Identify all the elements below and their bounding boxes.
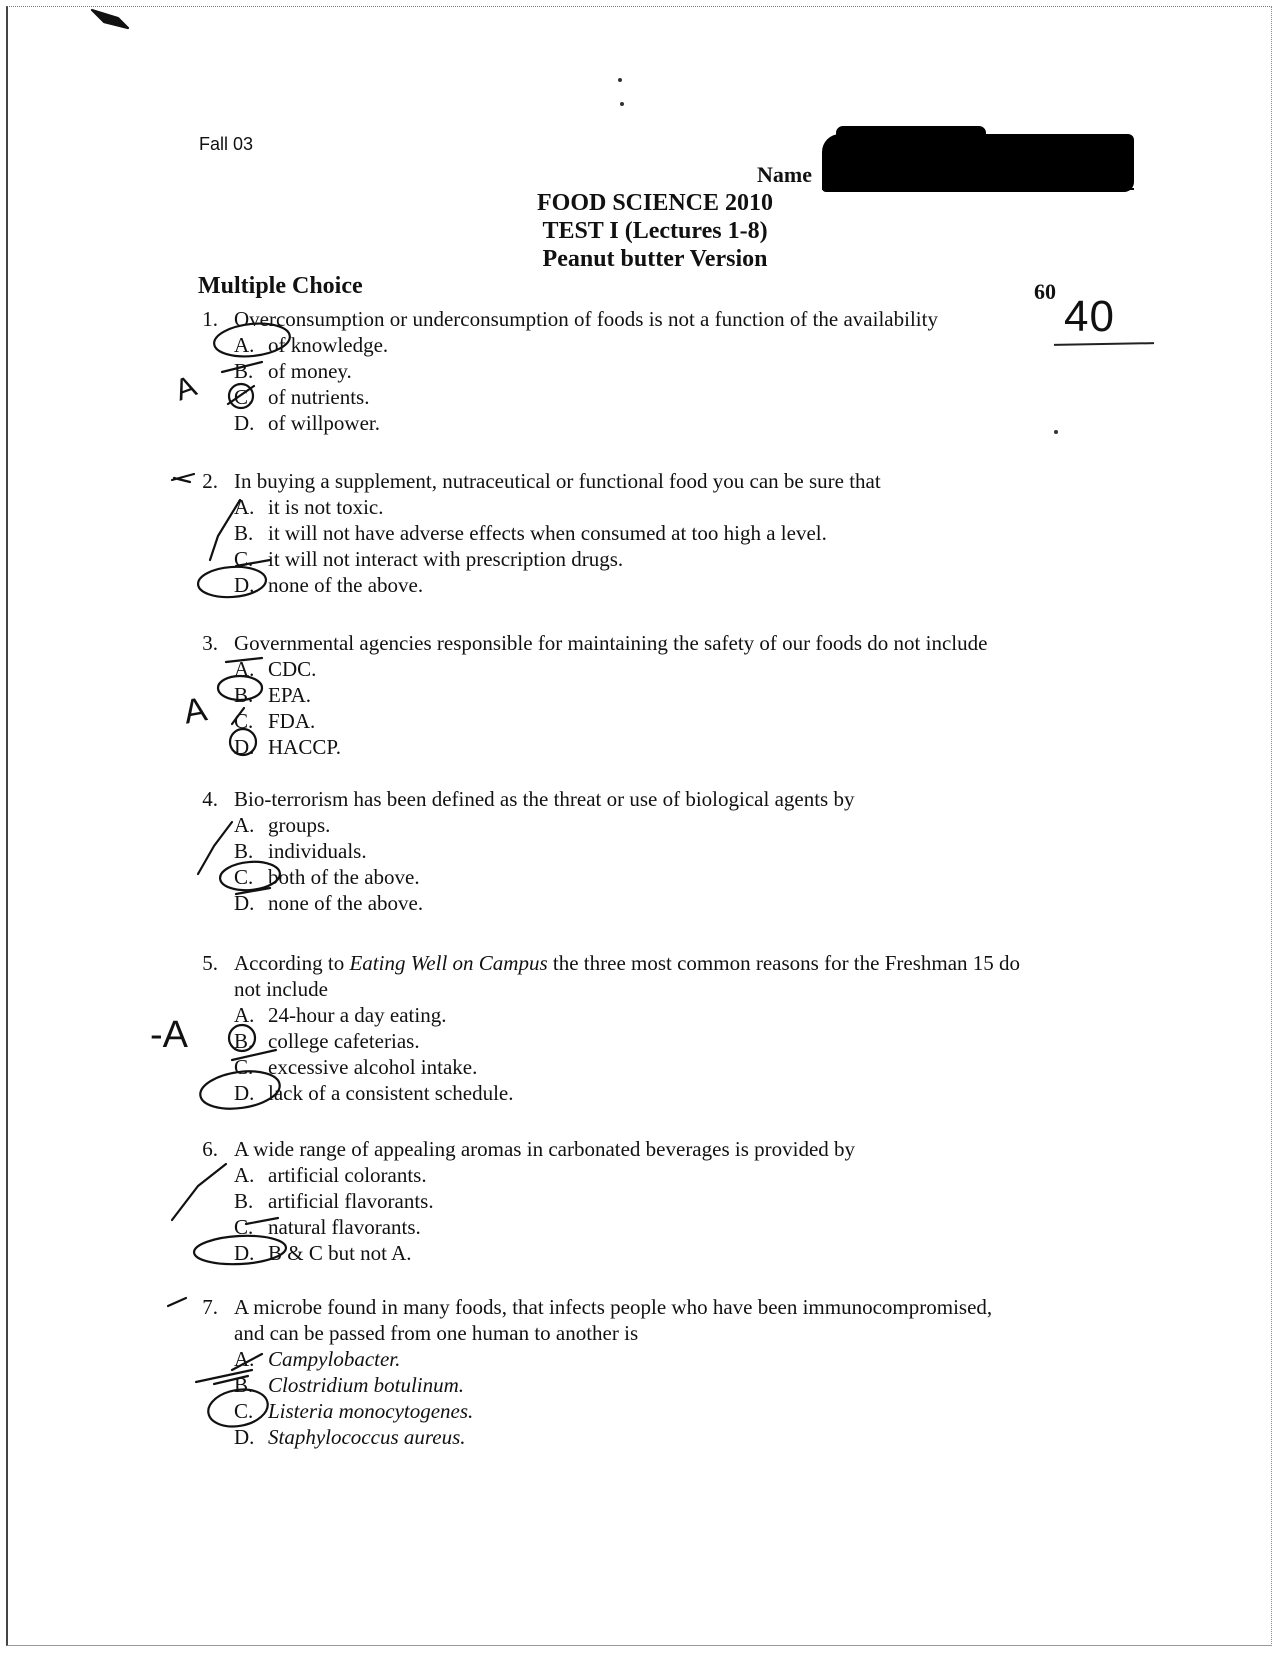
option-text: FDA. bbox=[268, 709, 316, 733]
semester-label: Fall 03 bbox=[199, 134, 254, 154]
option-letter: B. bbox=[234, 521, 254, 545]
option-text: B & C but not A. bbox=[268, 1241, 412, 1265]
slash-mark-q4 bbox=[198, 822, 232, 874]
option-letter: B. bbox=[234, 839, 254, 863]
option-letter: C. bbox=[234, 1399, 254, 1423]
answer-circle-q3-d bbox=[230, 729, 256, 755]
tick-mark-q7 bbox=[168, 1298, 186, 1306]
strike-mark-q6 bbox=[246, 1218, 278, 1224]
option-text: of nutrients. bbox=[268, 385, 370, 409]
strike-mark-q7-b bbox=[196, 1370, 252, 1384]
scan-speck bbox=[618, 78, 622, 82]
question-number: 2. bbox=[202, 469, 218, 493]
option-letter: D. bbox=[234, 1425, 255, 1449]
option-text: of knowledge. bbox=[268, 333, 389, 357]
total-points: 60 bbox=[1034, 279, 1056, 304]
version-title: Peanut butter Version bbox=[542, 246, 768, 272]
question-number: 4. bbox=[202, 787, 218, 811]
question-number: 1. bbox=[202, 307, 218, 331]
option-letter: B. bbox=[234, 1373, 254, 1397]
answer-circle-q4 bbox=[219, 859, 281, 892]
strike-mark-q3 bbox=[226, 658, 262, 662]
grade-mark-q3: A bbox=[180, 690, 210, 732]
grade-mark-q5: -A bbox=[150, 1014, 188, 1056]
answer-circle-q2 bbox=[197, 565, 267, 600]
slash-mark-q6 bbox=[172, 1164, 226, 1220]
question-stem: A microbe found in many foods, that infects people who have been immunocompromised, bbox=[234, 1295, 993, 1319]
scan-speck bbox=[92, 10, 128, 28]
option-letter: C. bbox=[234, 865, 254, 889]
option-text: it is not toxic. bbox=[268, 495, 384, 519]
grade-mark-q1: A bbox=[170, 369, 201, 408]
option-text: it will not have adverse effects when consumed at too high a level. bbox=[268, 521, 827, 545]
stem-text: According to bbox=[234, 951, 350, 975]
option-text: none of the above. bbox=[268, 573, 424, 597]
answer-circle-q1 bbox=[213, 320, 292, 360]
name-label: Name bbox=[757, 162, 812, 187]
option-letter: A. bbox=[234, 333, 255, 357]
option-letter: A. bbox=[234, 495, 255, 519]
answer-circle-q7 bbox=[205, 1385, 270, 1431]
option-text: artificial flavorants. bbox=[268, 1189, 434, 1213]
option-text: groups. bbox=[268, 813, 331, 837]
answer-circle-q3-b bbox=[218, 676, 262, 700]
option-text: 24-hour a day eating. bbox=[268, 1003, 447, 1027]
slash-mark-q2 bbox=[210, 500, 240, 560]
option-text: of money. bbox=[268, 359, 352, 383]
book-title: Eating Well on Campus bbox=[349, 951, 548, 975]
question-stem-line-2: and can be passed from one human to another is bbox=[234, 1321, 639, 1345]
answer-circle-q5 bbox=[198, 1067, 282, 1114]
option-letter: C. bbox=[234, 1055, 254, 1079]
strike-mark-q1 bbox=[222, 362, 262, 372]
option-text: Campylobacter. bbox=[268, 1347, 401, 1371]
option-text: Staphylococcus aureus. bbox=[268, 1425, 466, 1449]
strike-mark-q2 bbox=[236, 560, 270, 566]
option-text: individuals. bbox=[268, 839, 367, 863]
option-text: none of the above. bbox=[268, 891, 424, 915]
question-stem: Bio-terrorism has been defined as the threat or use of biological agents by bbox=[234, 787, 855, 811]
option-letter: B. bbox=[234, 683, 254, 707]
section-title: Multiple Choice bbox=[198, 273, 363, 299]
option-letter: B. bbox=[234, 359, 254, 383]
question-number: 3. bbox=[202, 631, 218, 655]
question-number: 7. bbox=[202, 1295, 218, 1319]
question-number: 6. bbox=[202, 1137, 218, 1161]
tick-mark-q2 bbox=[172, 474, 194, 482]
option-text: HACCP. bbox=[268, 735, 341, 759]
option-letter: C. bbox=[234, 385, 254, 409]
handwritten-score: 40 bbox=[1064, 292, 1115, 341]
option-letter: C. bbox=[234, 547, 254, 571]
option-text: CDC. bbox=[268, 657, 317, 681]
question-stem: Overconsumption or underconsumption of foods is not a function of the availability bbox=[234, 307, 938, 331]
strike-mark-q3-c bbox=[232, 708, 244, 724]
option-text: Clostridium botulinum. bbox=[268, 1373, 465, 1397]
option-text: excessive alcohol intake. bbox=[268, 1055, 478, 1079]
answer-circle-q5-b bbox=[229, 1025, 255, 1051]
option-letter: B. bbox=[234, 1029, 254, 1053]
option-letter: A. bbox=[234, 813, 255, 837]
option-letter: D. bbox=[234, 1081, 255, 1105]
option-letter: D. bbox=[234, 573, 255, 597]
option-text: it will not interact with prescription drugs. bbox=[268, 547, 624, 571]
question-stem: Governmental agencies responsible for maintaining the safety of our foods do not include bbox=[234, 631, 988, 655]
option-letter: C. bbox=[234, 1215, 254, 1239]
option-letter: A. bbox=[234, 657, 255, 681]
option-text: both of the above. bbox=[268, 865, 420, 889]
question-stem: A wide range of appealing aromas in carbonated beverages is provided by bbox=[234, 1137, 856, 1161]
strike-mark-q7-a bbox=[232, 1354, 262, 1370]
option-letter: D. bbox=[234, 411, 255, 435]
scan-speck bbox=[1054, 430, 1058, 434]
option-letter: A. bbox=[234, 1347, 255, 1371]
answer-circle-q6 bbox=[193, 1234, 286, 1267]
test-title: TEST I (Lectures 1-8) bbox=[542, 218, 768, 244]
option-letter: C. bbox=[234, 709, 254, 733]
question-stem-line-2: not include bbox=[234, 977, 328, 1001]
option-text: lack of a consistent schedule. bbox=[268, 1081, 514, 1105]
scan-speck bbox=[620, 102, 624, 106]
option-letter: D. bbox=[234, 891, 255, 915]
option-text: EPA. bbox=[268, 683, 311, 707]
option-text: of willpower. bbox=[268, 411, 380, 435]
stem-text: the three most common reasons for the Freshman 15 do bbox=[547, 951, 1021, 975]
option-letter: D. bbox=[234, 1241, 255, 1265]
option-text: Listeria monocytogenes. bbox=[268, 1399, 474, 1423]
course-title: FOOD SCIENCE 2010 bbox=[536, 190, 774, 216]
option-letter: A. bbox=[234, 1003, 255, 1027]
question-number: 5. bbox=[202, 951, 218, 975]
option-letter: B. bbox=[234, 1189, 254, 1213]
option-letter: D. bbox=[234, 735, 255, 759]
question-stem: In buying a supplement, nutraceutical or functional food you can be sure that bbox=[234, 469, 881, 493]
option-letter: A. bbox=[234, 1163, 255, 1187]
option-text: college cafeterias. bbox=[268, 1029, 420, 1053]
option-text: artificial colorants. bbox=[268, 1163, 427, 1187]
option-text: natural flavorants. bbox=[268, 1215, 421, 1239]
